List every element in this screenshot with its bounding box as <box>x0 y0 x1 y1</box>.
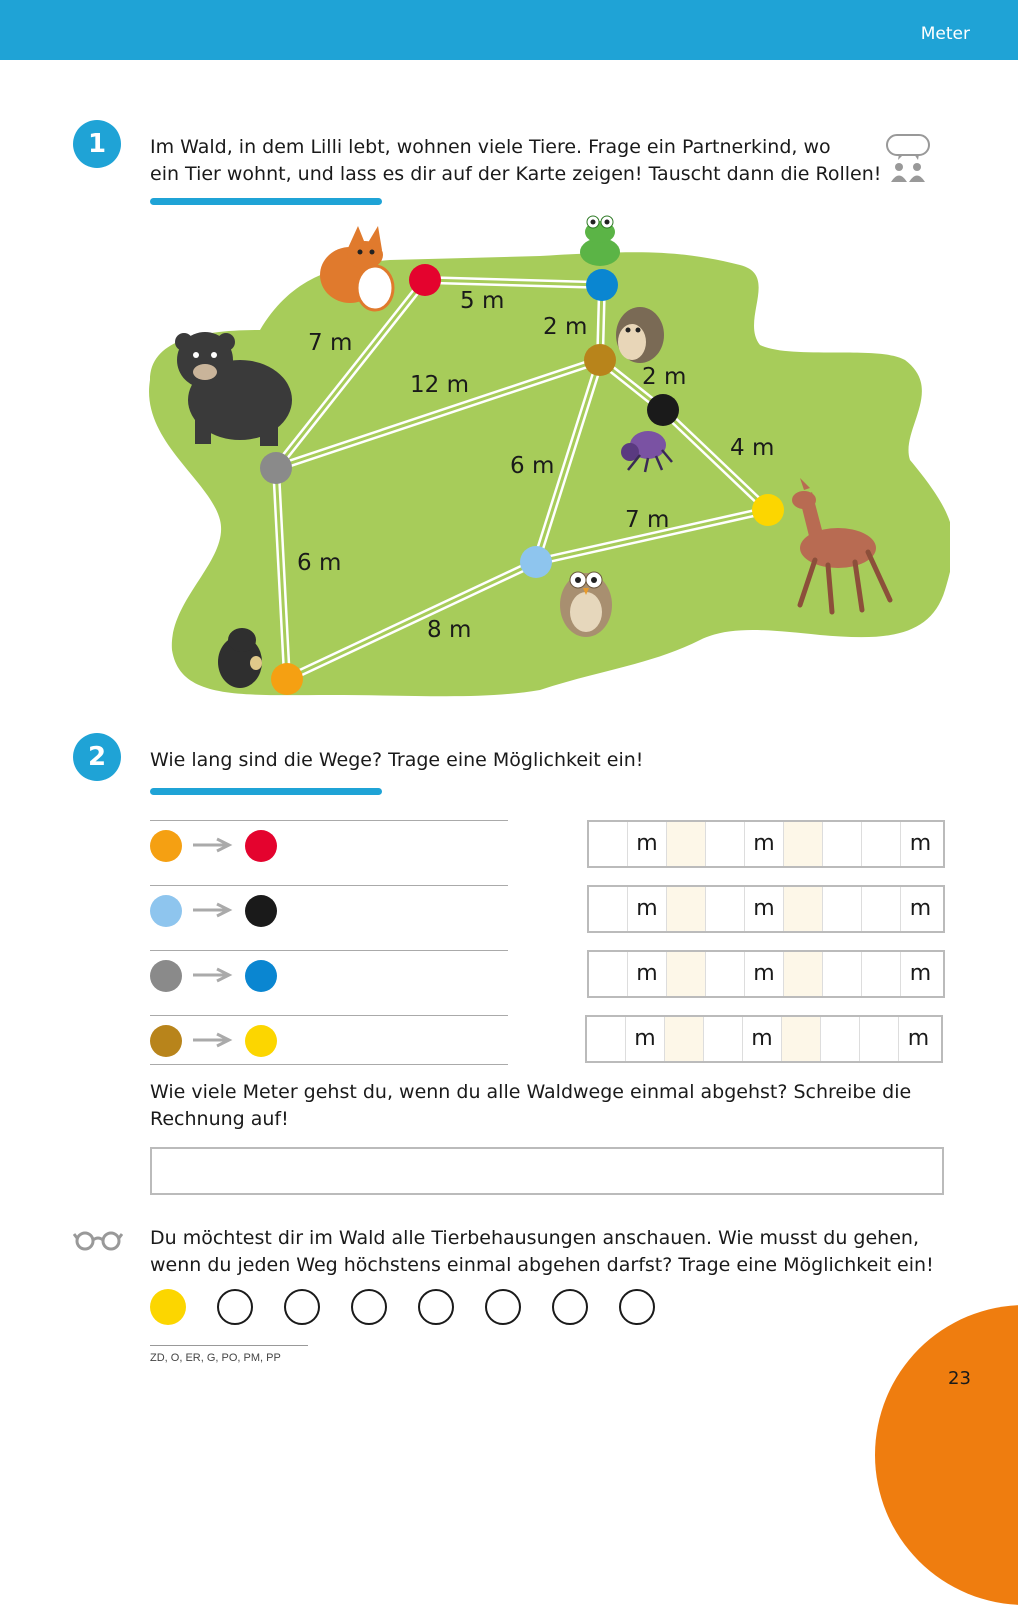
start-dot <box>150 960 182 992</box>
edge-label: 6 m <box>297 550 342 576</box>
page-corner <box>875 1305 1018 1605</box>
edge-label: 4 m <box>730 435 775 461</box>
end-dot <box>245 895 277 927</box>
route-circle[interactable] <box>284 1289 320 1325</box>
task3-line2: wenn du jeden Weg höchstens einmal abgehen darfst? Trage eine Möglichkeit ein! <box>150 1254 934 1276</box>
edge-label: 2 m <box>543 314 588 340</box>
node-lightblue <box>520 546 552 578</box>
length-answer-grid-2[interactable]: m m m <box>587 885 945 933</box>
route-circle[interactable] <box>418 1289 454 1325</box>
node-yellow <box>752 494 784 526</box>
task-number-1: 1 <box>73 120 121 168</box>
question-line1: Wie viele Meter gehst du, wenn du alle Waldwege einmal abgehst? Schreibe die <box>150 1081 912 1103</box>
edge-label: 2 m <box>642 364 687 390</box>
arrow-right-icon <box>193 837 235 853</box>
start-dot <box>150 895 182 927</box>
route-circle[interactable] <box>351 1289 387 1325</box>
edge-label: 5 m <box>460 288 505 314</box>
node-black <box>647 394 679 426</box>
start-dot <box>150 830 182 862</box>
arrow-right-icon <box>193 1032 235 1048</box>
length-answer-grid-4[interactable]: m m m <box>585 1015 943 1063</box>
end-dot <box>245 960 277 992</box>
length-answer-grid-1[interactable]: m m m <box>587 820 945 868</box>
task-number-2: 2 <box>73 733 121 781</box>
length-answer-grid-3[interactable]: m m m <box>587 950 945 998</box>
route-circle[interactable] <box>217 1289 253 1325</box>
frog-illustration <box>580 216 620 266</box>
node-orange <box>271 663 303 695</box>
hedgehog-illustration <box>616 307 664 363</box>
path-row-4 <box>150 1015 508 1065</box>
path-row-3 <box>150 950 508 999</box>
route-circle[interactable] <box>552 1289 588 1325</box>
edge-label: 6 m <box>510 453 555 479</box>
highlight-stroke <box>150 788 382 795</box>
node-blue <box>586 269 618 301</box>
arrow-right-icon <box>193 902 235 918</box>
end-dot <box>245 830 277 862</box>
footer-divider <box>150 1345 308 1346</box>
edge-label: 8 m <box>427 617 472 643</box>
path-row-2 <box>150 885 508 934</box>
forest-map <box>140 205 950 705</box>
chapter-title: Meter <box>920 24 970 44</box>
task1-line1: Im Wald, in dem Lilli lebt, wohnen viele Tiere. Frage ein Partnerkind, wo <box>150 136 831 158</box>
edge-label: 12 m <box>410 372 469 398</box>
edge-label: 7 m <box>625 507 670 533</box>
route-start-yellow <box>150 1289 186 1325</box>
calculation-answer-box[interactable] <box>150 1147 944 1195</box>
route-circle[interactable] <box>485 1289 521 1325</box>
task2-text: Wie lang sind die Wege? Trage eine Möglichkeit ein! <box>150 749 644 771</box>
task2-question <box>150 1079 911 1133</box>
node-gray <box>260 452 292 484</box>
header-bar <box>0 0 1018 60</box>
question-line2: Rechnung auf! <box>150 1108 289 1130</box>
partner-talk-icon <box>884 133 932 183</box>
node-brown <box>584 344 616 376</box>
page-number: 23 <box>948 1368 971 1389</box>
start-dot <box>150 1025 182 1057</box>
task1-text <box>150 134 881 188</box>
task3-text <box>150 1225 934 1279</box>
route-circle[interactable] <box>619 1289 655 1325</box>
task1-line2: ein Tier wohnt, und lass es dir auf der Karte zeigen! Tauscht dann die Rollen! <box>150 163 882 185</box>
edge-label: 7 m <box>308 330 353 356</box>
glasses-icon <box>73 1230 123 1252</box>
node-red <box>409 264 441 296</box>
path-row-1 <box>150 820 508 869</box>
end-dot <box>245 1025 277 1057</box>
arrow-right-icon <box>193 967 235 983</box>
task3-line1: Du möchtest dir im Wald alle Tierbehausungen anschauen. Wie musst du gehen, <box>150 1227 919 1249</box>
highlight-stroke <box>150 198 382 205</box>
competence-codes: ZD, O, ER, G, PO, PM, PP <box>150 1352 281 1364</box>
